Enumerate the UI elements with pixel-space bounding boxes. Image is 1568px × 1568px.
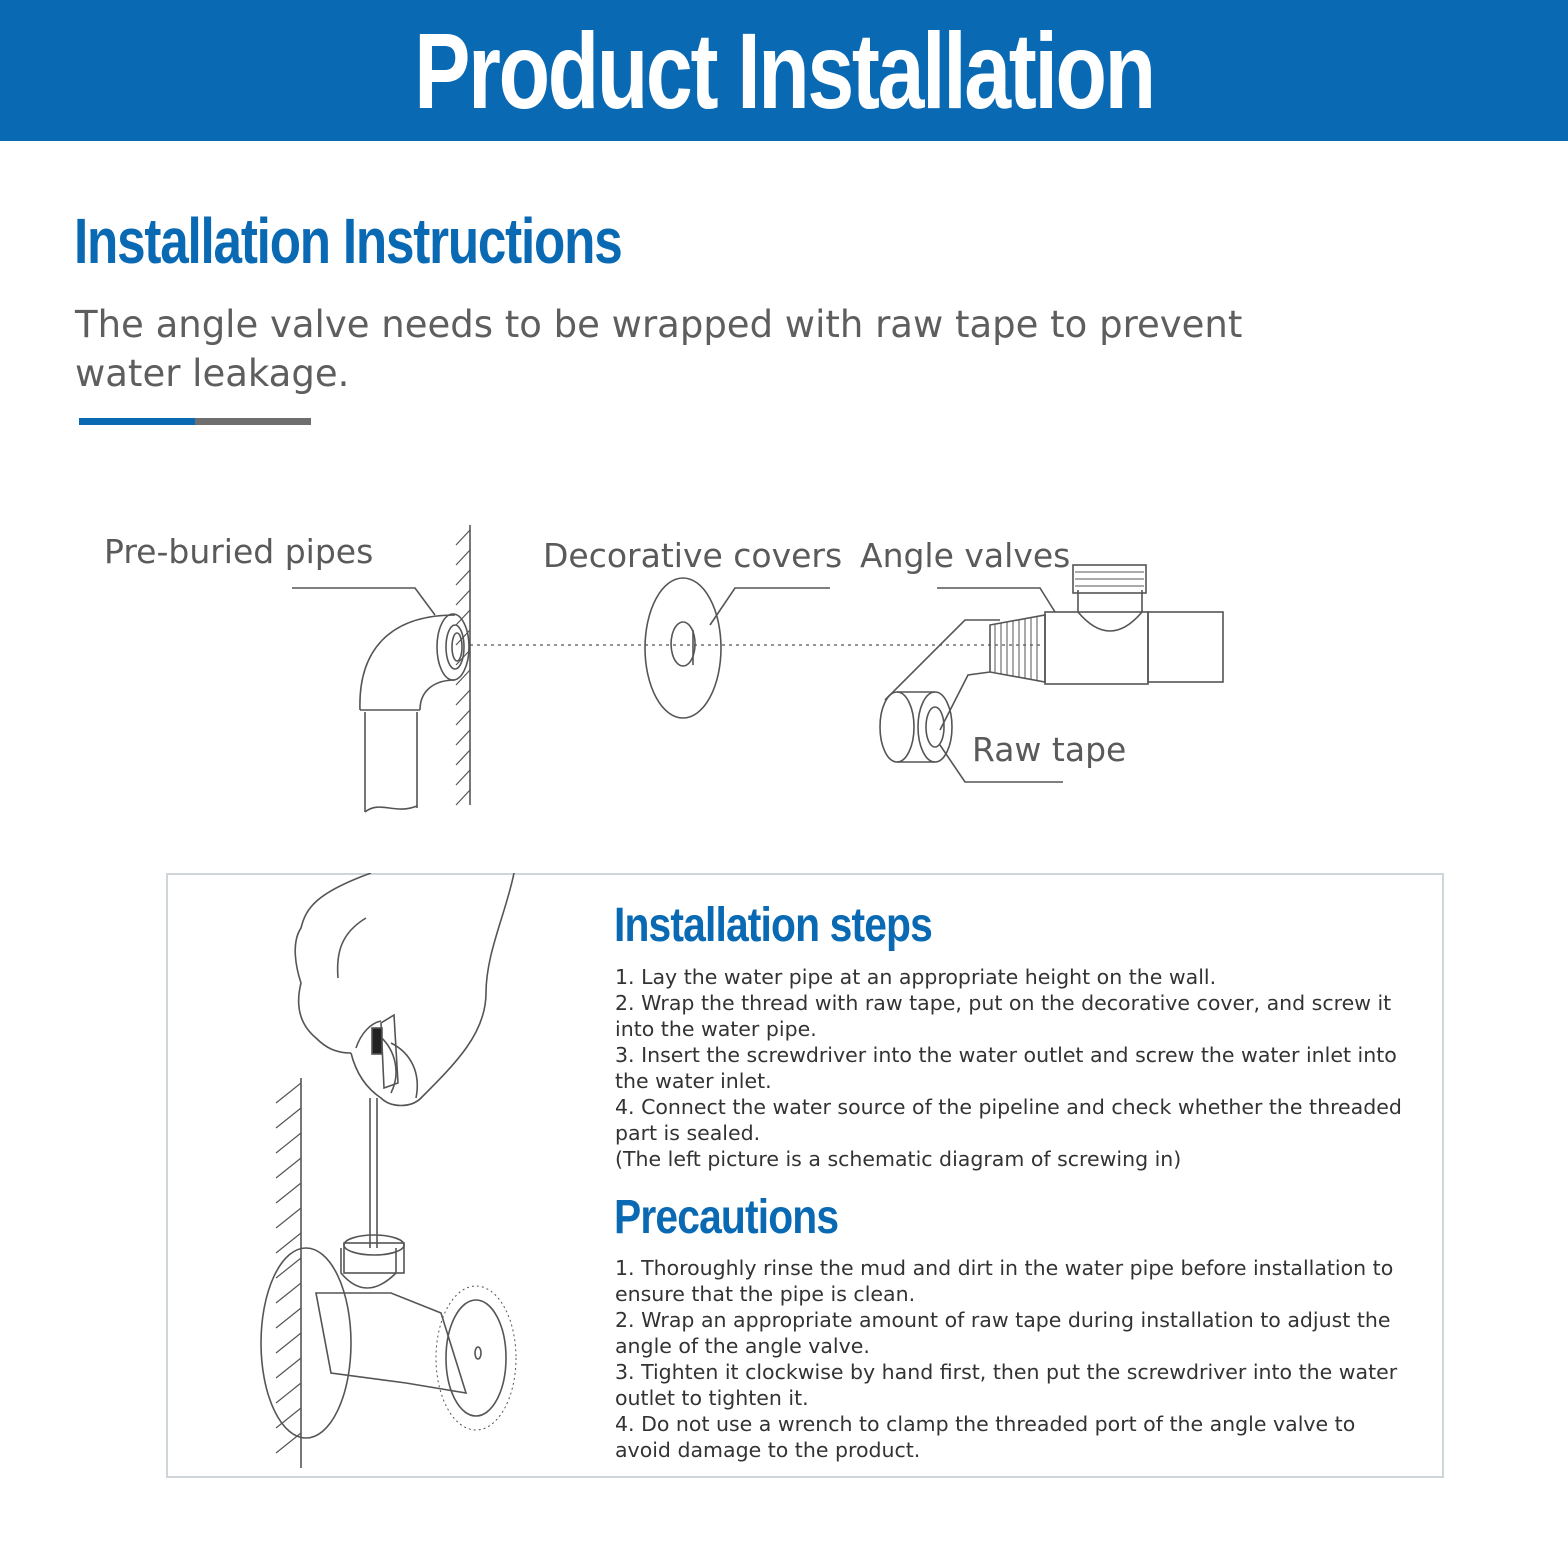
list-item: 3. Insert the screwdriver into the water outlet and screw the water inlet into the water inlet. [615,1043,1397,1093]
list-item: 4. Connect the water source of the pipeline and check whether the threaded part is sealed. [615,1095,1402,1145]
list-item: 1. Thoroughly rinse the mud and dirt in the water pipe before installation to ensure that the pipe is clean. [615,1256,1394,1306]
installed-valve-icon [261,1235,516,1438]
label-decorative-covers: Decorative covers [543,536,843,575]
wall-hatch-icon [456,525,470,805]
decorative-cover-icon [645,578,721,718]
list-item: 2. Wrap the thread with raw tape, put on the decorative cover, and screw it into the water pipe. [615,991,1392,1041]
section-title-instructions: Installation Instructions [74,205,622,277]
installation-steps-title: Installation steps [614,899,932,952]
screwdriver-icon [370,1015,398,1248]
precautions-list [615,1255,1415,1463]
label-raw-tape: Raw tape [972,730,1127,769]
precautions-title: Precautions [614,1191,839,1244]
label-angle-valves: Angle valves [860,536,1071,575]
list-item: (The left picture is a schematic diagram of screwing in) [615,1147,1182,1171]
intro-text: The angle valve needs to be wrapped with raw tape to prevent water leakage. [75,303,1243,395]
list-item: 2. Wrap an appropriate amount of raw tape during installation to adjust the angle of the angle valve. [615,1308,1391,1358]
page-title: Product Installation [414,9,1154,131]
list-item: 1. Lay the water pipe at an appropriate height on the wall. [615,965,1217,989]
elbow-pipe-icon [360,614,469,812]
list-item: 3. Tighten it clockwise by hand first, then put the screwdriver into the water outlet to tighten it. [615,1360,1398,1410]
angle-valve-icon [990,565,1223,684]
label-pre-buried-pipes: Pre-buried pipes [104,532,374,571]
list-item: 4. Do not use a wrench to clamp the threaded port of the angle valve to avoid damage to the product. [615,1412,1356,1462]
wall-hatch-icon [276,1078,301,1468]
installation-steps-list [615,964,1415,1172]
screwdriver-illustration [166,873,606,1478]
hand-icon [295,873,514,1106]
